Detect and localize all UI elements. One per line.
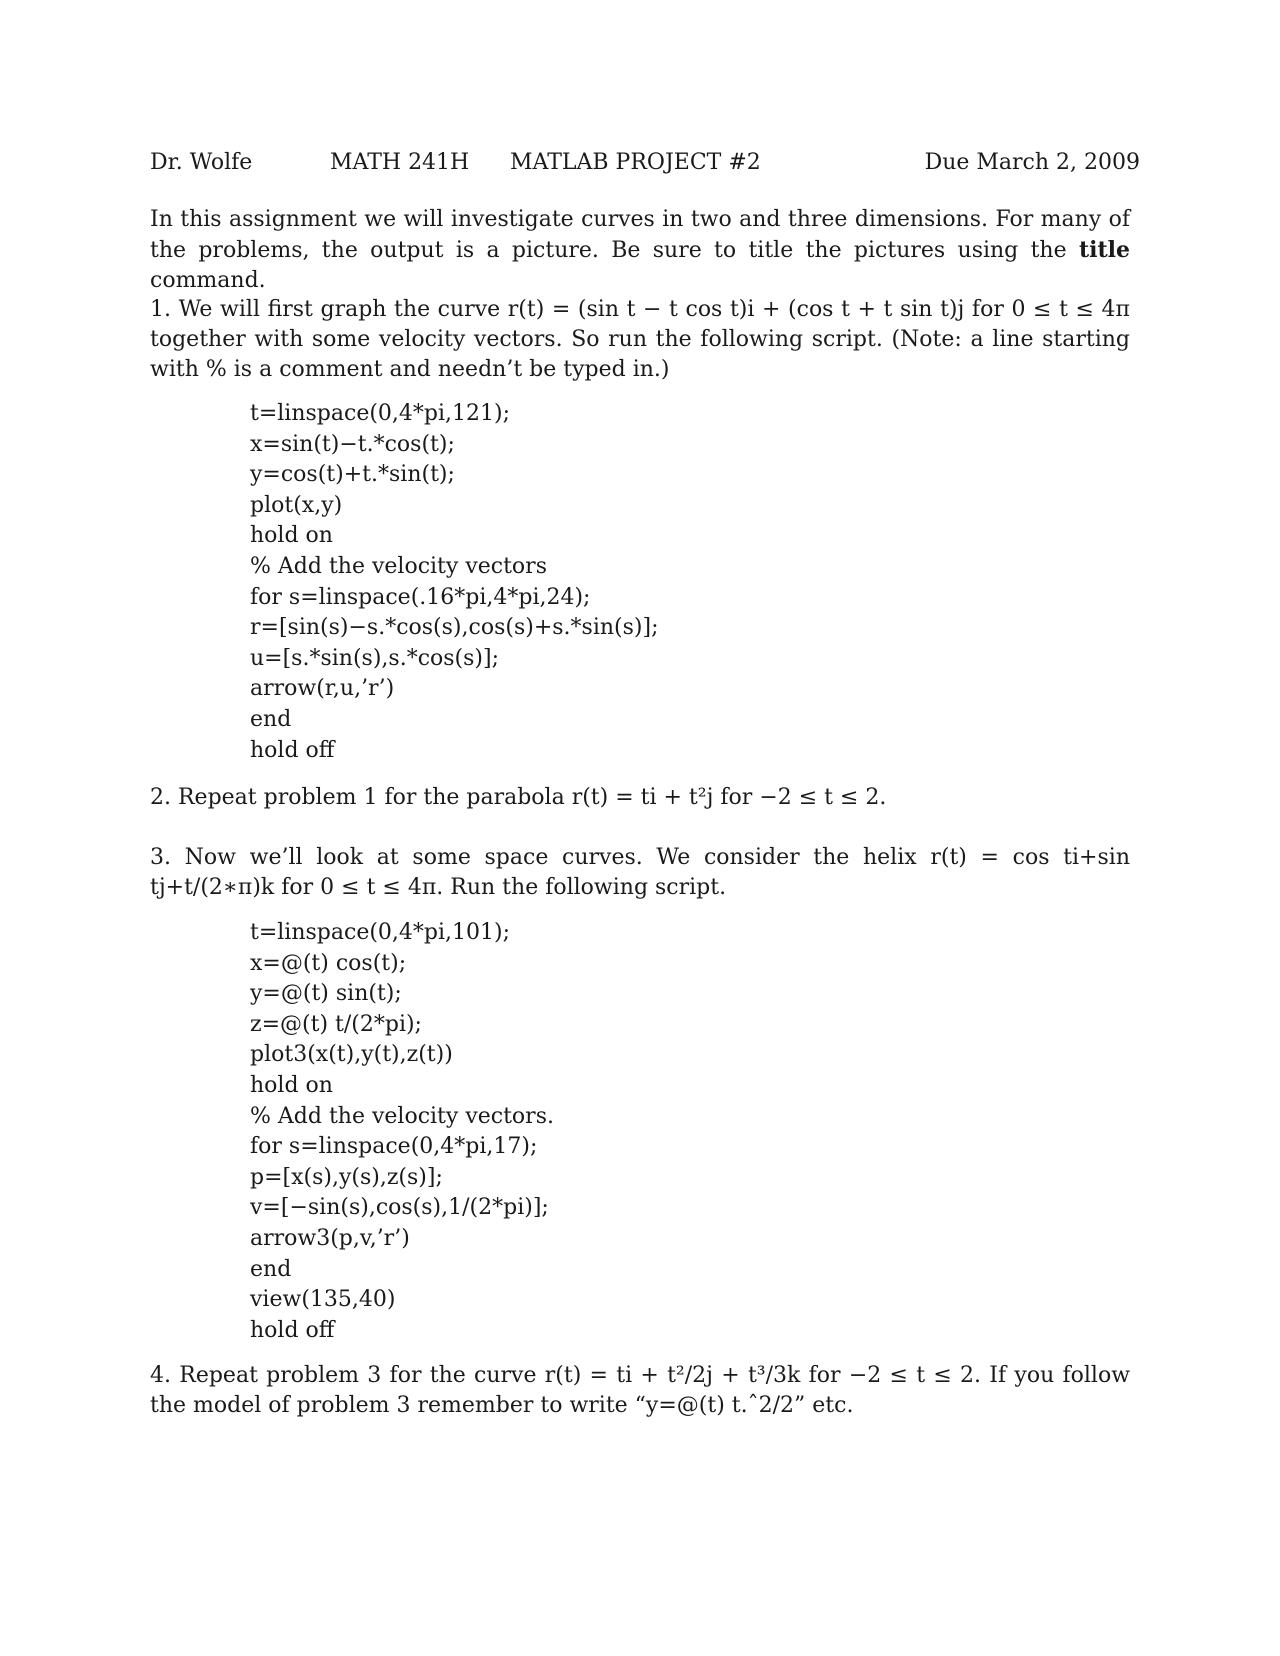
range: 0 ≤ t ≤ 4π xyxy=(320,875,437,900)
code-line: end xyxy=(250,706,292,732)
author: Dr. Wolfe xyxy=(150,150,253,175)
code-line: y=cos(t)+t.*sin(t); xyxy=(250,462,455,488)
problem-2: 2. Repeat problem 1 for the parabola r(t) = ti + t²j for −2 ≤ t ≤ 2. xyxy=(150,785,887,810)
code-line: % Add the velocity vectors. xyxy=(250,1103,554,1129)
formula: r(t) = ti + t²/2j + t³/3k xyxy=(544,1363,801,1388)
code-block-1 xyxy=(250,399,658,766)
problem-number: 4. xyxy=(150,1363,171,1388)
code-line: x=@(t) cos(t); xyxy=(250,950,407,976)
code-line: t=linspace(0,4*pi,121); xyxy=(250,401,511,426)
code-line: view(135,40) xyxy=(250,1287,396,1313)
code-line: arrow3(p,v,’r’) xyxy=(250,1225,410,1251)
code-line: t=linspace(0,4*pi,101); xyxy=(250,920,511,945)
problem-number: 3. xyxy=(150,845,171,870)
code-block-3 xyxy=(250,918,554,1346)
project-title: MATLAB PROJECT #2 xyxy=(510,150,761,175)
range: 0 ≤ t ≤ 4π xyxy=(1011,297,1130,322)
range: −2 ≤ t ≤ 2 xyxy=(759,785,880,810)
course-code: MATH 241H xyxy=(330,150,470,175)
code-line: v=[−sin(s),cos(s),1/(2*pi)]; xyxy=(250,1195,549,1221)
code-line: u=[s.*sin(s),s.*cos(s)]; xyxy=(250,645,500,671)
code-line: plot3(x(t),y(t),z(t)) xyxy=(250,1042,453,1068)
code-line: p=[x(s),y(s),z(s)]; xyxy=(250,1164,443,1190)
code-line: for s=linspace(0,4*pi,17); xyxy=(250,1134,538,1160)
formula: r(t) = cos ti+sin tj+t/(2∗π)k xyxy=(150,845,1130,900)
code-line: hold off xyxy=(250,1317,335,1343)
code-line: plot(x,y) xyxy=(250,492,343,518)
code-line: end xyxy=(250,1256,292,1282)
code-line: r=[sin(s)−s.*cos(s),cos(s)+s.*sin(s)]; xyxy=(250,615,659,641)
range: −2 ≤ t ≤ 2 xyxy=(848,1363,975,1388)
problem-number: 2. xyxy=(150,785,171,810)
code-line: x=sin(t)−t.*cos(t); xyxy=(250,431,455,457)
formula: r(t) = (sin t − t cos t)i + (cos t + t sin t)j xyxy=(507,297,965,322)
formula: r(t) = ti + t²j xyxy=(571,785,714,810)
code-line: % Add the velocity vectors xyxy=(250,553,547,579)
problem-3: 3. Now we’ll look at some space curves. We consider the helix r(t) = cos ti+sin tj+t/(2∗π)k for 0 ≤ t ≤ 4π. Run the following script. xyxy=(150,845,1130,900)
code-line: z=@(t) t/(2*pi); xyxy=(250,1011,422,1037)
problem-1: 1. We will first graph the curve r(t) = (sin t − t cos t)i + (cos t + t sin t)j for 0 ≤ t ≤ 4π together with some velocity vectors. So run the following script. (Note: a line starting with % is a comment and needn’t be typed in.) xyxy=(150,297,1130,382)
code-line: for s=linspace(.16*pi,4*pi,24); xyxy=(250,584,591,610)
due-date: Due March 2, 2009 xyxy=(924,150,1140,175)
code-line: arrow(r,u,’r’) xyxy=(250,676,395,702)
title-command: title xyxy=(1078,237,1130,263)
code-line: hold on xyxy=(250,523,333,549)
header xyxy=(150,150,1140,175)
problem-4: 4. Repeat problem 3 for the curve r(t) = ti + t²/2j + t³/3k for −2 ≤ t ≤ 2. If you follow the model of problem 3 remember to write “y=@(t) t.ˆ2/2” etc. xyxy=(150,1363,1131,1418)
problem-number: 1. xyxy=(150,297,171,322)
code-line: hold off xyxy=(250,737,335,763)
intro-paragraph: In this assignment we will investigate curves in two and three dimensions. For many of the problems, the output is a picture. Be sure to title the pictures using the title command. xyxy=(150,207,1130,293)
code-line: hold on xyxy=(250,1072,333,1098)
code-line: y=@(t) sin(t); xyxy=(250,981,402,1007)
